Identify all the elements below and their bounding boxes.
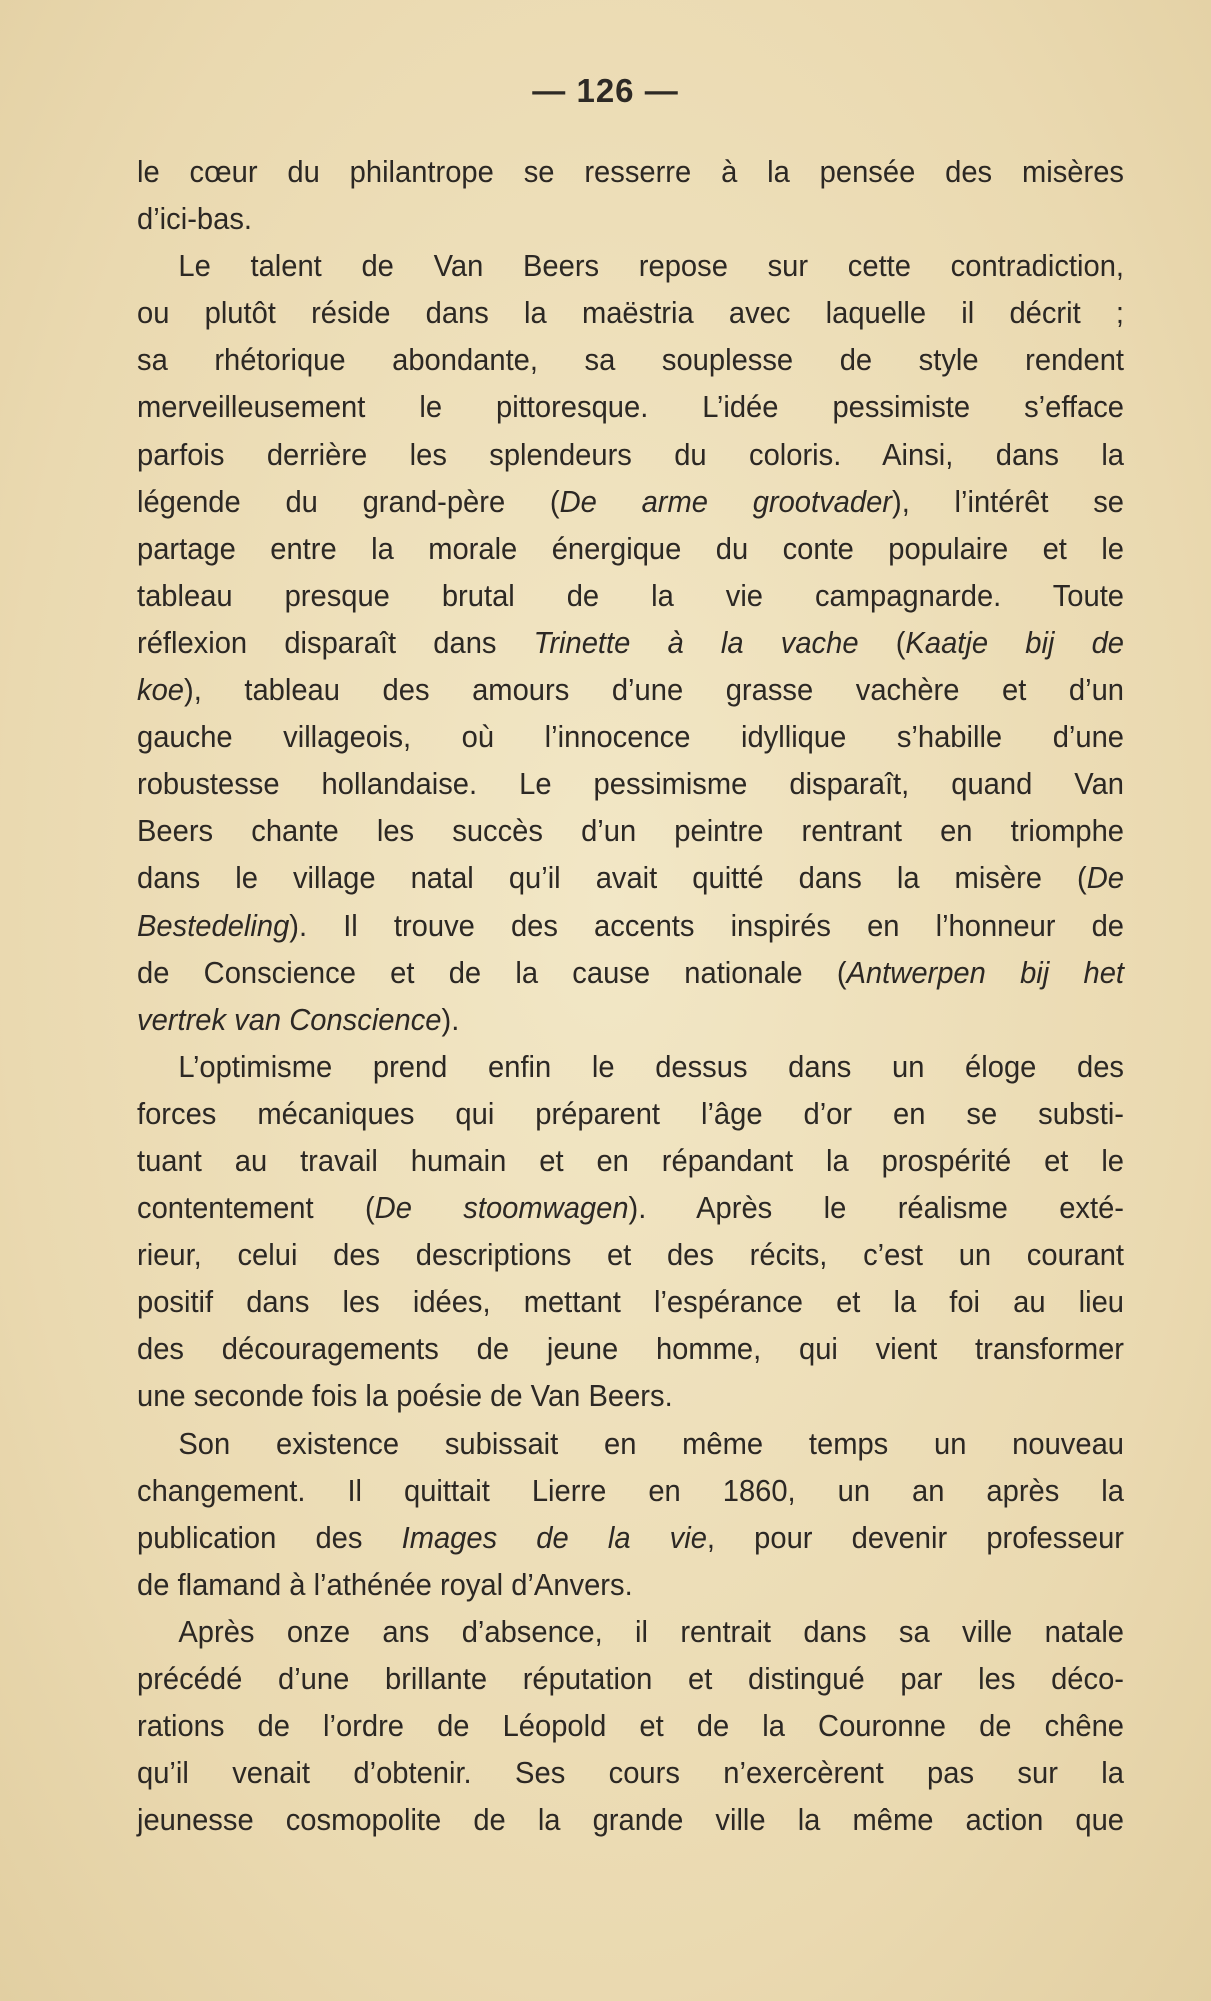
text-line: tableau presque brutal de la vie campagnarde. Toute [137, 577, 1124, 613]
italic-title: De [1086, 860, 1124, 896]
text-line: parfois derrière les splendeurs du coloris. Ainsi, dans la [137, 436, 1124, 472]
text-line: d’ici-bas. [137, 201, 252, 237]
text-line: jeunesse cosmopolite de la grande ville la même action que [137, 1802, 1124, 1838]
text-line: Beers chante les succès d’un peintre rentrant en triomphe [137, 813, 1124, 849]
text-line [137, 902, 1124, 949]
body-text [137, 148, 1124, 1843]
text-line [137, 619, 1124, 666]
text-span: réflexion disparaît dans [137, 624, 534, 660]
text-line [137, 1514, 1124, 1561]
text-line [137, 996, 1124, 1043]
page-number: — 126 — [532, 72, 679, 109]
text-line: gauche villageois, où l’innocence idyllique s’habille d’une [137, 719, 1124, 755]
text-line: des découragements de jeune homme, qui vient transformer [137, 1331, 1124, 1367]
text-line: rations de l’ordre de Léopold et de la Couronne de chêne [137, 1708, 1124, 1744]
text-span: contentement ( [137, 1190, 375, 1226]
text-line: qu’il venait d’obtenir. Ses cours n’exercèrent pas sur la [137, 1755, 1124, 1791]
text-line: de flamand à l’athénée royal d’Anvers. [137, 1566, 633, 1602]
text-line [137, 949, 1124, 996]
text-line: le cœur du philantrope se resserre à la pensée des misères [137, 154, 1124, 189]
text-line: une seconde fois la poésie de Van Beers. [137, 1378, 673, 1414]
text-line: partage entre la morale énergique du conte populaire et le [137, 530, 1124, 566]
text-line: L’optimisme prend enfin le dessus dans un éloge des [178, 1048, 1125, 1084]
italic-title: Images de la vie [401, 1519, 707, 1555]
italic-title: De arme grootvader [559, 483, 893, 519]
text-line: tuant au travail humain et en répandant la prospérité et le [137, 1142, 1124, 1178]
text-line: positif dans les idées, mettant l’espérance et la foi au lieu [137, 1284, 1124, 1320]
text-line: Le talent de Van Beers repose sur cette contradiction, [178, 248, 1125, 284]
italic-title: koe [137, 672, 184, 708]
text-line [137, 854, 1124, 901]
text-span: publication des [137, 1519, 402, 1555]
text-span: , pour devenir professeur [706, 1519, 1124, 1555]
text-line [137, 478, 1124, 525]
text-line: ou plutôt réside dans la maëstria avec laquelle il décrit ; [137, 295, 1124, 331]
italic-title: De stoomwagen [374, 1190, 629, 1226]
text-line: rieur, celui des descriptions et des récits, c’est un courant [137, 1237, 1124, 1273]
text-span: ), tableau des amours d’une grasse vachère et d’un [183, 672, 1124, 708]
text-span: ). Après le réalisme exté- [628, 1190, 1124, 1226]
text-span: ). [441, 1001, 460, 1037]
text-line: changement. Il quittait Lierre en 1860, un an après la [137, 1472, 1124, 1508]
text-line [137, 1184, 1124, 1231]
text-line: merveilleusement le pittoresque. L’idée pessimiste s’efface [137, 389, 1124, 425]
text-line: forces mécaniques qui préparent l’âge d’or en se substi- [137, 1095, 1124, 1131]
text-span: ), l’intérêt se [892, 483, 1124, 519]
italic-title: Trinette à la vache [533, 624, 859, 660]
text-line: Son existence subissait en même temps un nouveau [178, 1425, 1125, 1461]
italic-title: Antwerpen bij het [846, 954, 1125, 990]
text-line: précédé d’une brillante réputation et distingué par les déco- [137, 1661, 1124, 1696]
text-line: Après onze ans d’absence, il rentrait dans sa ville natale [178, 1613, 1125, 1649]
italic-title: vertrek van Conscience [137, 1001, 442, 1037]
text-line: robustesse hollandaise. Le pessimisme disparaît, quand Van [137, 766, 1124, 802]
text-line [137, 666, 1124, 713]
text-line: sa rhétorique abondante, sa souplesse de style rendent [137, 342, 1124, 378]
text-span: de Conscience et de la cause nationale ( [137, 954, 847, 990]
italic-title: Bestedeling [137, 907, 290, 943]
text-span: dans le village natal qu’il avait quitté dans la misère ( [137, 860, 1087, 896]
text-span: ( [858, 624, 906, 660]
text-span: légende du grand-père ( [137, 483, 560, 519]
italic-title: Kaatje bij de [905, 624, 1124, 660]
text-span: ). Il trouve des accents inspirés en l’honneur de [289, 907, 1124, 943]
